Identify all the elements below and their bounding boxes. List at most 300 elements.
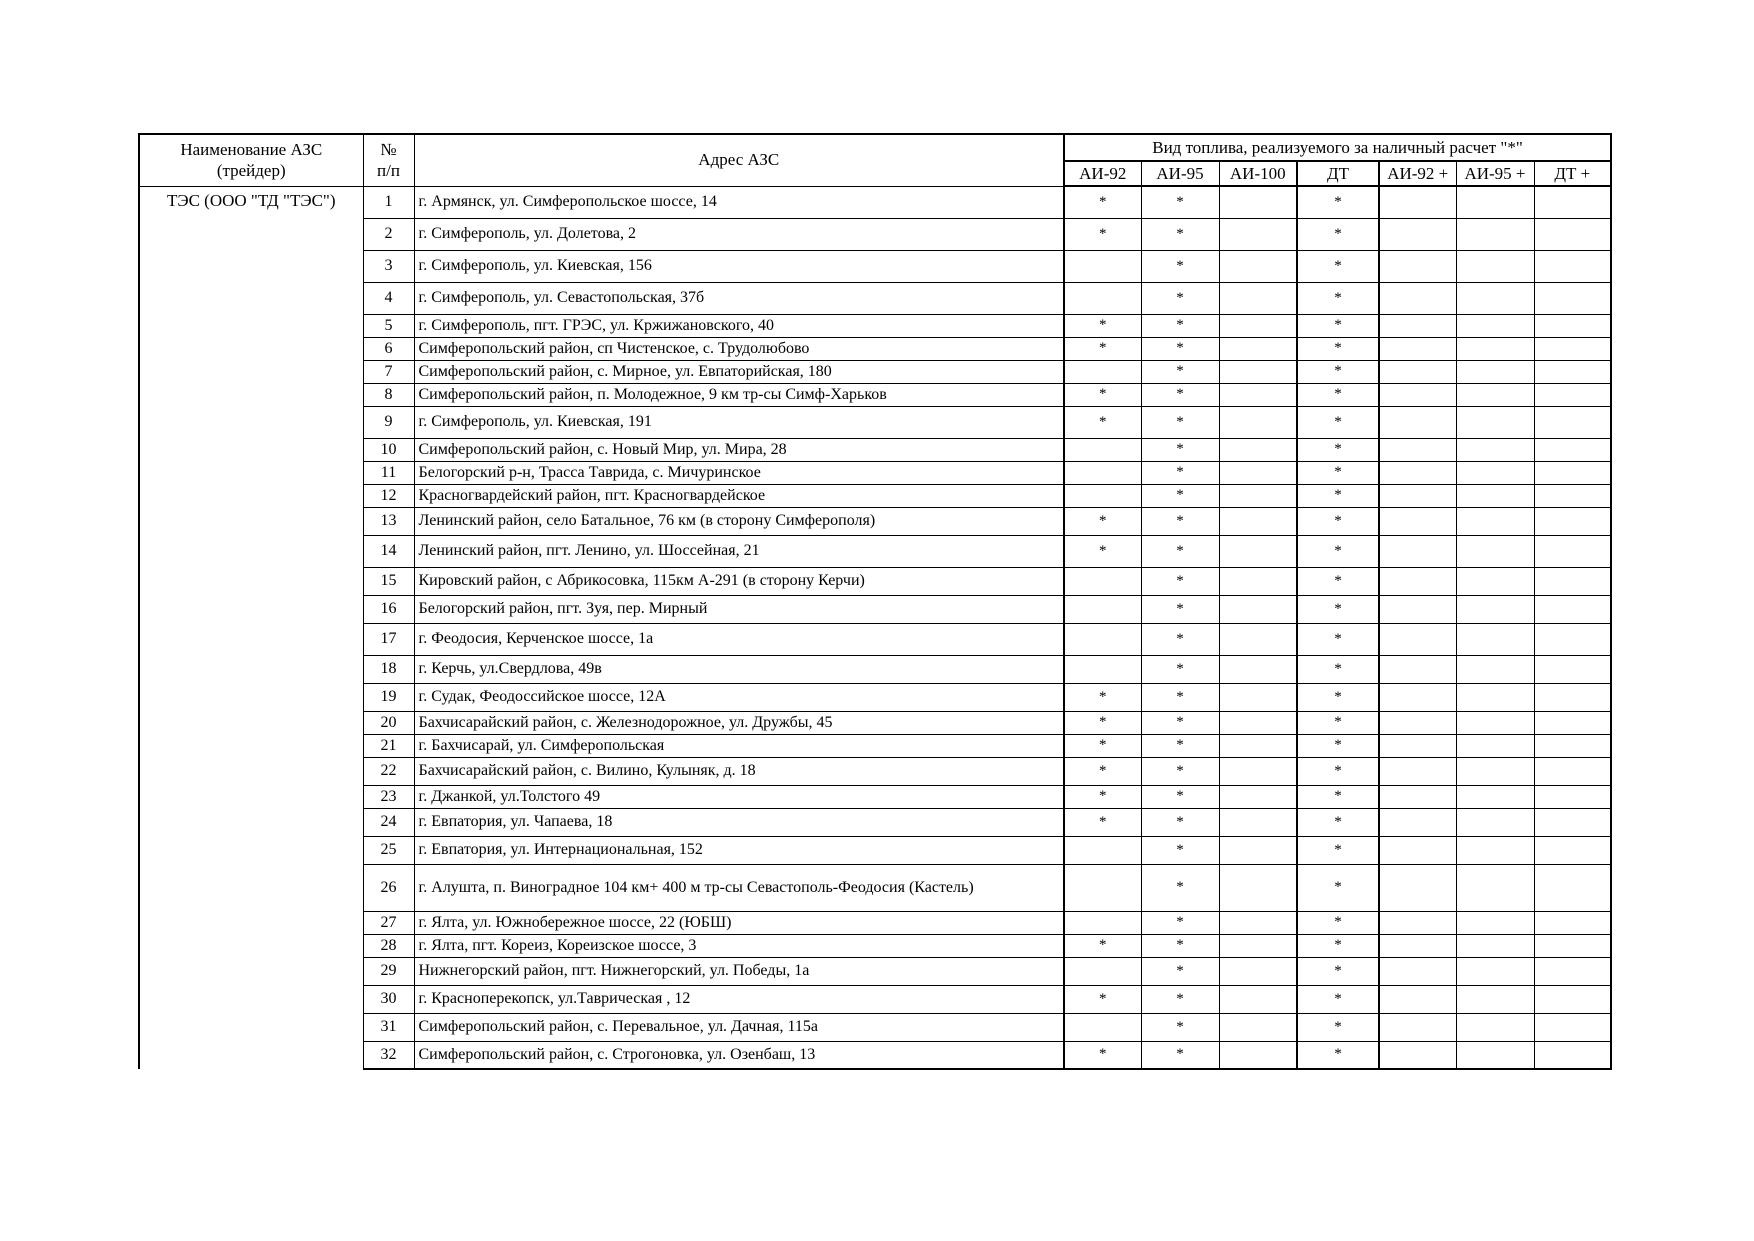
mark-dt: * [1297,836,1379,864]
row-number: 22 [363,757,414,785]
mark-dtplus [1534,218,1611,250]
mark-ai95plus [1456,484,1534,507]
mark-dtplus [1534,808,1611,836]
station-address: г. Симферополь, ул. Киевская, 191 [414,406,1064,438]
fuel-band-header: Вид топлива, реализуемого за наличный расчет "*" [1064,134,1611,161]
mark-ai92 [1064,655,1141,683]
mark-ai95plus [1456,623,1534,655]
mark-ai92plus [1379,337,1456,360]
mark-dt: * [1297,785,1379,808]
mark-dt: * [1297,507,1379,535]
mark-ai95plus [1456,595,1534,623]
col-header-dt: ДТ [1297,161,1379,186]
station-address: Бахчисарайский район, с. Вилино, Кулыняк, д. 18 [414,757,1064,785]
mark-dt: * [1297,623,1379,655]
station-address: г. Судак, Феодоссийское шоссе, 12А [414,683,1064,711]
mark-dt: * [1297,383,1379,406]
mark-ai95plus [1456,360,1534,383]
mark-dt: * [1297,337,1379,360]
mark-ai100 [1219,250,1297,282]
mark-ai92: * [1064,934,1141,957]
mark-dt: * [1297,567,1379,595]
mark-ai92plus [1379,186,1456,218]
mark-dtplus [1534,461,1611,484]
row-number: 24 [363,808,414,836]
mark-ai100 [1219,911,1297,934]
station-address: Симферопольский район, сп Чистенское, с. Трудолюбово [414,337,1064,360]
mark-ai92plus [1379,623,1456,655]
mark-dtplus [1534,282,1611,314]
mark-ai92plus [1379,383,1456,406]
mark-ai95: * [1141,186,1219,218]
mark-ai92 [1064,360,1141,383]
mark-dtplus [1534,250,1611,282]
col-header-trader [139,134,363,186]
mark-ai92: * [1064,757,1141,785]
mark-dt: * [1297,314,1379,337]
station-address: Ленинский район, село Батальное, 76 км (в сторону Симферополя) [414,507,1064,535]
mark-ai95: * [1141,757,1219,785]
mark-ai100 [1219,186,1297,218]
station-rows [139,186,1611,1069]
mark-dtplus [1534,186,1611,218]
mark-dt: * [1297,438,1379,461]
mark-ai95: * [1141,535,1219,567]
mark-dt: * [1297,934,1379,957]
mark-ai92: * [1064,218,1141,250]
mark-ai92plus [1379,836,1456,864]
mark-ai100 [1219,567,1297,595]
mark-ai92: * [1064,406,1141,438]
mark-dtplus [1534,757,1611,785]
mark-ai95plus [1456,535,1534,567]
mark-ai100 [1219,438,1297,461]
mark-dt: * [1297,282,1379,314]
mark-dtplus [1534,785,1611,808]
mark-ai92: * [1064,683,1141,711]
mark-ai95plus [1456,785,1534,808]
station-address: г. Керчь, ул.Свердлова, 49в [414,655,1064,683]
row-number: 32 [363,1041,414,1069]
mark-ai95: * [1141,957,1219,985]
mark-dtplus [1534,595,1611,623]
mark-ai95plus [1456,1013,1534,1041]
mark-ai92 [1064,864,1141,911]
mark-dt: * [1297,250,1379,282]
mark-ai95: * [1141,250,1219,282]
mark-dt: * [1297,535,1379,567]
station-address: Бахчисарайский район, с. Железнодорожное, ул. Дружбы, 45 [414,711,1064,734]
mark-ai92 [1064,461,1141,484]
mark-ai100 [1219,507,1297,535]
mark-ai95: * [1141,683,1219,711]
mark-ai95plus [1456,314,1534,337]
mark-dtplus [1534,734,1611,757]
mark-ai95plus [1456,711,1534,734]
mark-ai92 [1064,957,1141,985]
mark-ai92: * [1064,383,1141,406]
col-header-ai92plus: АИ-92 + [1379,161,1456,186]
mark-dtplus [1534,683,1611,711]
mark-dtplus [1534,836,1611,864]
mark-ai95plus [1456,836,1534,864]
row-number: 1 [363,186,414,218]
mark-dtplus [1534,1041,1611,1069]
row-number: 9 [363,406,414,438]
mark-ai95: * [1141,655,1219,683]
mark-dt: * [1297,911,1379,934]
mark-ai100 [1219,484,1297,507]
mark-ai92plus [1379,250,1456,282]
mark-ai100 [1219,360,1297,383]
mark-ai92plus [1379,911,1456,934]
mark-ai100 [1219,383,1297,406]
mark-ai92: * [1064,1041,1141,1069]
station-address: г. Евпатория, ул. Интернациональная, 152 [414,836,1064,864]
mark-ai92: * [1064,785,1141,808]
mark-dtplus [1534,314,1611,337]
mark-ai92plus [1379,785,1456,808]
mark-ai95: * [1141,623,1219,655]
mark-ai95plus [1456,957,1534,985]
mark-ai95plus [1456,757,1534,785]
mark-ai92plus [1379,1041,1456,1069]
mark-ai100 [1219,461,1297,484]
mark-dtplus [1534,623,1611,655]
row-number: 23 [363,785,414,808]
mark-ai95: * [1141,711,1219,734]
mark-ai92: * [1064,985,1141,1013]
mark-ai95: * [1141,484,1219,507]
mark-ai95: * [1141,438,1219,461]
mark-ai92: * [1064,337,1141,360]
station-address: Белогорский р-н, Трасса Таврида, с. Мичуринское [414,461,1064,484]
col-header-ai95: АИ-95 [1141,161,1219,186]
table-row [139,186,1611,218]
mark-ai95plus [1456,383,1534,406]
station-address: Ленинский район, пгт. Ленино, ул. Шоссейная, 21 [414,535,1064,567]
station-address: г. Симферополь, ул. Севастопольская, 37б [414,282,1064,314]
mark-ai100 [1219,282,1297,314]
row-number: 12 [363,484,414,507]
station-address: г. Красноперекопск, ул.Таврическая , 12 [414,985,1064,1013]
mark-dtplus [1534,360,1611,383]
station-address: Нижнегорский район, пгт. Нижнегорский, ул. Победы, 1а [414,957,1064,985]
row-number: 11 [363,461,414,484]
mark-ai92: * [1064,808,1141,836]
mark-ai92 [1064,484,1141,507]
mark-ai95: * [1141,383,1219,406]
mark-dt: * [1297,1041,1379,1069]
mark-ai100 [1219,1041,1297,1069]
mark-ai92plus [1379,957,1456,985]
mark-ai92: * [1064,186,1141,218]
mark-ai100 [1219,1013,1297,1041]
station-address: г. Джанкой, ул.Толстого 49 [414,785,1064,808]
station-address: г. Симферополь, ул. Долетова, 2 [414,218,1064,250]
station-address: Красногвардейский район, пгт. Красногвардейское [414,484,1064,507]
mark-ai92plus [1379,406,1456,438]
mark-dt: * [1297,461,1379,484]
col-header-ai95plus: АИ-95 + [1456,161,1534,186]
mark-ai92 [1064,1013,1141,1041]
mark-ai100 [1219,934,1297,957]
row-number: 16 [363,595,414,623]
mark-ai100 [1219,985,1297,1013]
mark-ai100 [1219,218,1297,250]
mark-ai95plus [1456,985,1534,1013]
mark-ai100 [1219,734,1297,757]
mark-dtplus [1534,535,1611,567]
mark-dtplus [1534,957,1611,985]
mark-ai95: * [1141,360,1219,383]
mark-dt: * [1297,757,1379,785]
mark-ai95: * [1141,864,1219,911]
row-number: 4 [363,282,414,314]
mark-ai92 [1064,438,1141,461]
mark-ai95: * [1141,911,1219,934]
mark-dt: * [1297,595,1379,623]
mark-ai92plus [1379,535,1456,567]
mark-ai92: * [1064,711,1141,734]
station-address: г. Алушта, п. Виноградное 104 км+ 400 м тр-сы Севастополь-Феодосия (Кастель) [414,864,1064,911]
mark-ai95plus [1456,218,1534,250]
row-number: 31 [363,1013,414,1041]
mark-ai92plus [1379,864,1456,911]
mark-dt: * [1297,360,1379,383]
mark-ai92: * [1064,507,1141,535]
mark-ai95plus [1456,250,1534,282]
mark-ai92plus [1379,438,1456,461]
mark-ai100 [1219,757,1297,785]
station-address: Симферопольский район, п. Молодежное, 9 км тр-сы Симф-Харьков [414,383,1064,406]
mark-ai92: * [1064,314,1141,337]
mark-dt: * [1297,711,1379,734]
station-address: г. Ялта, ул. Южнобережное шоссе, 22 (ЮБШ) [414,911,1064,934]
mark-ai92plus [1379,461,1456,484]
mark-dtplus [1534,655,1611,683]
mark-ai100 [1219,406,1297,438]
col-header-ai100: АИ-100 [1219,161,1297,186]
mark-dtplus [1534,484,1611,507]
row-number: 17 [363,623,414,655]
mark-ai95: * [1141,314,1219,337]
trader-name-cell: ТЭС (ООО "ТД "ТЭС") [139,186,363,1069]
mark-ai100 [1219,808,1297,836]
row-number: 14 [363,535,414,567]
mark-ai92 [1064,623,1141,655]
mark-dt: * [1297,734,1379,757]
mark-dt: * [1297,484,1379,507]
row-number: 10 [363,438,414,461]
mark-ai95: * [1141,218,1219,250]
row-number: 28 [363,934,414,957]
mark-ai95plus [1456,1041,1534,1069]
mark-dtplus [1534,1013,1611,1041]
row-number: 20 [363,711,414,734]
mark-ai92: * [1064,535,1141,567]
col-header-num-line2: п/п [377,161,400,181]
mark-dtplus [1534,507,1611,535]
mark-ai92plus [1379,1013,1456,1041]
mark-ai92plus [1379,282,1456,314]
row-number: 29 [363,957,414,985]
mark-ai95: * [1141,934,1219,957]
mark-ai95plus [1456,282,1534,314]
station-address: г. Симферополь, ул. Киевская, 156 [414,250,1064,282]
mark-ai95: * [1141,406,1219,438]
mark-ai95: * [1141,785,1219,808]
mark-ai92plus [1379,757,1456,785]
mark-dt: * [1297,1013,1379,1041]
mark-ai100 [1219,864,1297,911]
mark-ai100 [1219,595,1297,623]
mark-dt: * [1297,808,1379,836]
mark-dtplus [1534,934,1611,957]
station-address: Кировский район, с Абрикосовка, 115км А-291 (в сторону Керчи) [414,567,1064,595]
mark-ai92 [1064,250,1141,282]
row-number: 2 [363,218,414,250]
row-number: 3 [363,250,414,282]
mark-ai95plus [1456,734,1534,757]
mark-ai92 [1064,282,1141,314]
mark-ai100 [1219,785,1297,808]
station-address: г. Феодосия, Керченское шоссе, 1а [414,623,1064,655]
row-number: 18 [363,655,414,683]
mark-ai95: * [1141,595,1219,623]
mark-dtplus [1534,864,1611,911]
mark-ai95: * [1141,567,1219,595]
mark-ai92plus [1379,934,1456,957]
mark-ai100 [1219,683,1297,711]
mark-ai95plus [1456,911,1534,934]
mark-ai100 [1219,836,1297,864]
station-address: г. Ялта, пгт. Кореиз, Кореизское шоссе, 3 [414,934,1064,957]
mark-ai92plus [1379,567,1456,595]
row-number: 8 [363,383,414,406]
mark-dt: * [1297,406,1379,438]
row-number: 19 [363,683,414,711]
mark-ai100 [1219,711,1297,734]
mark-ai95plus [1456,864,1534,911]
mark-ai95plus [1456,655,1534,683]
mark-ai95plus [1456,934,1534,957]
col-header-dtplus: ДТ + [1534,161,1611,186]
mark-dtplus [1534,406,1611,438]
mark-ai92plus [1379,734,1456,757]
station-address: Симферопольский район, с. Строгоновка, ул. Озенбаш, 13 [414,1041,1064,1069]
mark-ai92plus [1379,507,1456,535]
mark-ai92plus [1379,595,1456,623]
mark-ai100 [1219,623,1297,655]
col-header-address: Адрес АЗС [414,134,1064,186]
row-number: 7 [363,360,414,383]
mark-dtplus [1534,711,1611,734]
mark-ai92: * [1064,734,1141,757]
station-address: г. Бахчисарай, ул. Симферопольская [414,734,1064,757]
mark-ai95: * [1141,985,1219,1013]
mark-dt: * [1297,683,1379,711]
mark-ai92plus [1379,808,1456,836]
mark-ai95plus [1456,186,1534,218]
mark-ai92plus [1379,314,1456,337]
mark-dtplus [1534,337,1611,360]
mark-ai92plus [1379,683,1456,711]
mark-dt: * [1297,655,1379,683]
mark-ai100 [1219,337,1297,360]
mark-ai95plus [1456,567,1534,595]
station-address: г. Евпатория, ул. Чапаева, 18 [414,808,1064,836]
mark-ai95plus [1456,808,1534,836]
mark-dtplus [1534,383,1611,406]
row-number: 5 [363,314,414,337]
station-address: Симферопольский район, с. Перевальное, ул. Дачная, 115а [414,1013,1064,1041]
mark-ai92 [1064,595,1141,623]
fuel-stations-table [138,133,1612,1070]
row-number: 6 [363,337,414,360]
station-address: Симферопольский район, с. Новый Мир, ул. Мира, 28 [414,438,1064,461]
row-number: 13 [363,507,414,535]
col-header-trader-line2: (трейдер) [216,161,286,181]
row-number: 21 [363,734,414,757]
mark-ai95: * [1141,1041,1219,1069]
mark-dtplus [1534,438,1611,461]
station-address: г. Армянск, ул. Симферопольское шоссе, 14 [414,186,1064,218]
mark-ai95plus [1456,683,1534,711]
mark-ai92plus [1379,985,1456,1013]
col-header-num [363,134,414,186]
mark-ai95: * [1141,1013,1219,1041]
mark-ai95plus [1456,438,1534,461]
col-header-num-line1: № [380,140,397,159]
mark-dtplus [1534,911,1611,934]
row-number: 15 [363,567,414,595]
station-address: Симферопольский район, с. Мирное, ул. Евпаторийская, 180 [414,360,1064,383]
mark-ai92 [1064,911,1141,934]
mark-dt: * [1297,985,1379,1013]
row-number: 27 [363,911,414,934]
station-address: Белогорский район, пгт. Зуя, пер. Мирный [414,595,1064,623]
mark-dt: * [1297,186,1379,218]
mark-ai95: * [1141,461,1219,484]
mark-ai92plus [1379,218,1456,250]
mark-ai92plus [1379,711,1456,734]
mark-ai95: * [1141,337,1219,360]
mark-ai95: * [1141,836,1219,864]
mark-ai92plus [1379,484,1456,507]
mark-ai95plus [1456,507,1534,535]
mark-ai100 [1219,535,1297,567]
mark-dtplus [1534,985,1611,1013]
row-number: 30 [363,985,414,1013]
mark-ai100 [1219,314,1297,337]
mark-ai92plus [1379,655,1456,683]
mark-ai95plus [1456,337,1534,360]
col-header-ai92: АИ-92 [1064,161,1141,186]
mark-ai100 [1219,957,1297,985]
mark-dt: * [1297,957,1379,985]
mark-ai92 [1064,567,1141,595]
row-number: 26 [363,864,414,911]
mark-ai95: * [1141,734,1219,757]
station-address: г. Симферополь, пгт. ГРЭС, ул. Кржижановского, 40 [414,314,1064,337]
mark-ai95: * [1141,507,1219,535]
mark-ai92plus [1379,360,1456,383]
mark-dtplus [1534,567,1611,595]
col-header-trader-line1: Наименование АЗС [180,140,323,159]
mark-ai95: * [1141,282,1219,314]
row-number: 25 [363,836,414,864]
